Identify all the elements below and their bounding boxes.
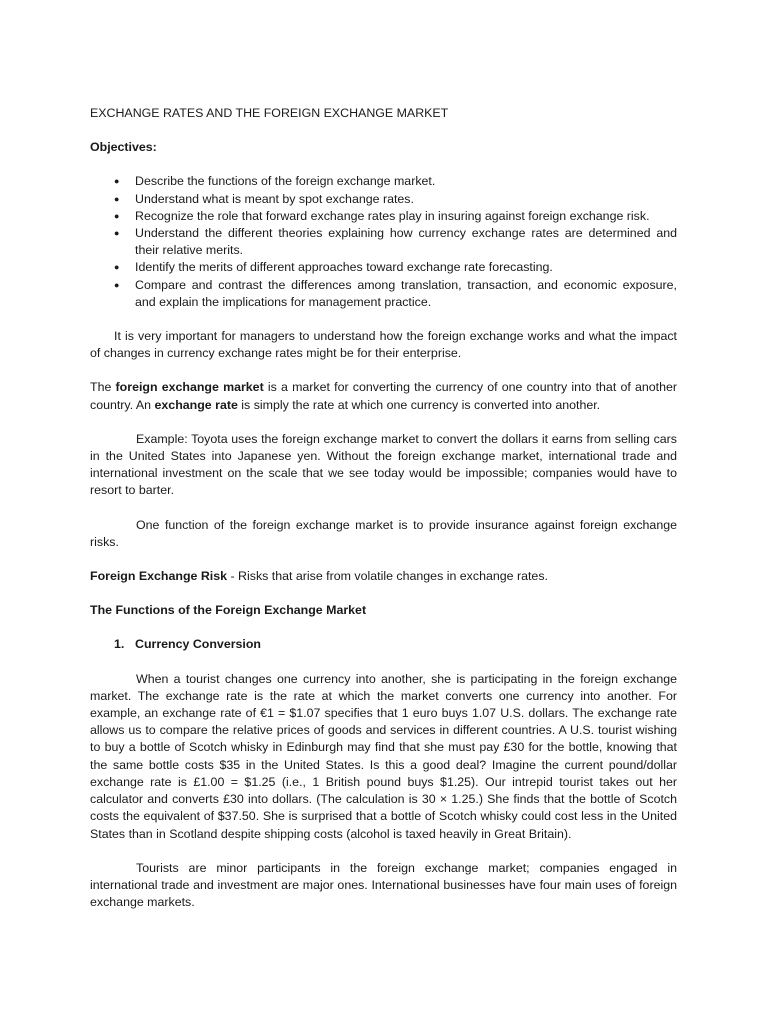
- functions-heading: The Functions of the Foreign Exchange Market: [90, 603, 367, 618]
- tourists-paragraph: Tourists are minor participants in the foreign exchange market; companies engaged in international trade and investment are major ones. International businesses have four main uses of foreign exchange markets.: [90, 860, 677, 910]
- term-exchange-rate: exchange rate: [154, 397, 238, 412]
- objective-item: ● Understand what is meant by spot exchange rates.: [90, 191, 677, 208]
- conversion-paragraph: When a tourist changes one currency into another, she is participating in the foreign exchange market. The exchange rate is the rate at which the market converts one currency into another. For example, an exchange rate of €1 = $1.07 specifies that 1 euro buys 1.07 U.S. dollars. The exchange rate allows us to compare the relative prices of goods and services in different countries. A U.S. tourist wishing to buy a bottle of Scotch whisky in Edinburgh may find that she must pay £30 for the bottle, knowing that the same bottle costs $35 in the United States. Is this a good deal? Imagine the current pound/dollar exchange rate is £1.00 = $1.25 (i.e., 1 British pound buys $1.25). Our intrepid tourist takes out her calculator and converts £30 into dollars. (The calculation is 30 × 1.25.) She finds that the bottle of Scotch costs the equivalent of $37.50. She is surprised that a bottle of Scotch whisky could cost less in the United States than in Scotland despite shipping costs (alcohol is taxed heavily in Great Britain).: [90, 671, 677, 841]
- term-foreign-exchange-market: foreign exchange market: [115, 380, 264, 395]
- term-foreign-exchange-risk: Foreign Exchange Risk: [90, 569, 228, 584]
- section-title: Currency Conversion: [135, 637, 262, 652]
- objectives-list: [90, 173, 677, 311]
- definition-text: The: [90, 380, 116, 395]
- objective-item: ● Describe the functions of the foreign exchange market.: [90, 173, 677, 190]
- insurance-paragraph: One function of the foreign exchange market is to provide insurance against foreign exchange risks.: [90, 517, 677, 549]
- section-heading-currency-conversion: [90, 636, 677, 653]
- risk-text: - Risks that arise from volatile changes in exchange rates.: [227, 569, 548, 584]
- definition-text: is simply the rate at which one currency is converted into another.: [237, 397, 601, 412]
- intro-paragraph: It is very important for managers to understand how the foreign exchange works and what the impact of changes in currency exchange rates might be for their enterprise.: [90, 329, 677, 361]
- example-paragraph: Example: Toyota uses the foreign exchange market to convert the dollars it earns from selling cars in the United States into Japanese yen. Without the foreign exchange market, international trade and international investment on the scale that we see today would be impossible; companies would have to resort to barter.: [90, 431, 677, 498]
- objectives-heading: Objectives:: [90, 140, 157, 155]
- objective-item: ● Compare and contrast the differences among translation, transaction, and economic exposure, and explain the implications for management practice.: [90, 277, 677, 311]
- objective-item: ● Understand the different theories explaining how currency exchange rates are determined and their relative merits.: [90, 225, 677, 259]
- risk-definition: [90, 568, 677, 585]
- section-number: 1.: [114, 637, 125, 652]
- document-title: EXCHANGE RATES AND THE FOREIGN EXCHANGE MARKET: [90, 106, 449, 120]
- objective-item: ● Identify the merits of different approaches toward exchange rate forecasting.: [90, 259, 677, 276]
- objective-item: ● Recognize the role that forward exchange rates play in insuring against foreign exchange risk.: [90, 208, 677, 225]
- definition-text: is a market for converting the currency of one country into that of another country. An: [90, 380, 677, 412]
- definition-paragraph: [90, 379, 677, 413]
- document-page: [90, 105, 677, 928]
